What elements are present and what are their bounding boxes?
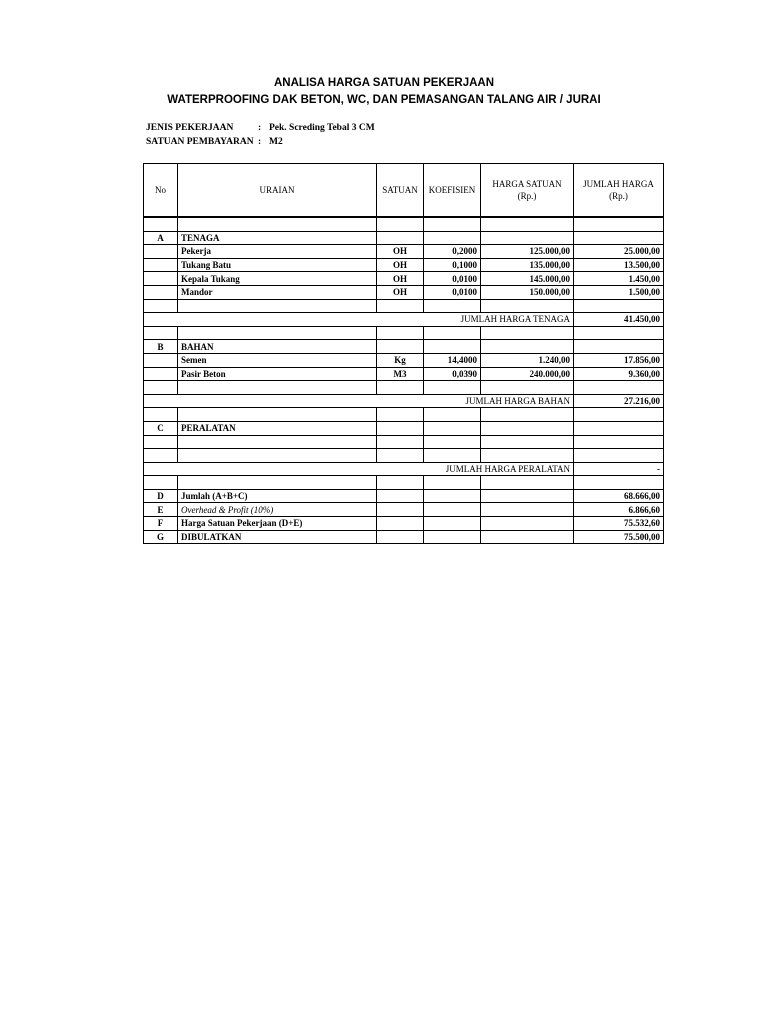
blank-row (144, 299, 664, 313)
summary-value: 75.500,00 (574, 530, 664, 544)
section-code: A (144, 231, 178, 245)
page-subtitle: WATERPROOFING DAK BETON, WC, DAN PEMASANGAN TALANG AIR / JURAI (167, 94, 601, 106)
item-harga: 135.000,00 (481, 258, 574, 272)
item-uraian: Tukang Batu (178, 258, 377, 272)
subtotal-value: - (574, 462, 664, 476)
summary-label: Harga Satuan Pekerjaan (D+E) (178, 517, 377, 531)
section-row-peralatan (144, 421, 664, 435)
meta-satuan-label: SATUAN PEMBAYARAN (146, 137, 254, 147)
header-harga-satuan-line2: (Rp.) (517, 191, 537, 201)
subtotal-value: 41.450,00 (574, 313, 664, 327)
header-harga-satuan (481, 164, 574, 218)
table-row (144, 285, 664, 299)
subtotal-label: JUMLAH HARGA PERALATAN (144, 462, 574, 476)
meta-jenis-value: Pek. Screding Tebal 3 CM (269, 123, 375, 133)
section-row-bahan (144, 340, 664, 354)
blank-row (144, 326, 664, 340)
blank-row (144, 435, 664, 449)
item-satuan: Kg (377, 353, 424, 367)
page-title: ANALISA HARGA SATUAN PEKERJAAN (274, 77, 494, 89)
header-jumlah-harga-line1: JUMLAH HARGA (583, 179, 654, 189)
item-jumlah: 1.500,00 (574, 285, 664, 299)
summary-label: DIBULATKAN (178, 530, 377, 544)
subtotal-row-bahan (144, 394, 664, 408)
blank-row (144, 476, 664, 490)
header-uraian: URAIAN (178, 164, 377, 218)
summary-row-d (144, 489, 664, 503)
summary-code: F (144, 517, 178, 531)
item-harga: 145.000,00 (481, 272, 574, 286)
item-harga: 150.000,00 (481, 285, 574, 299)
item-koef: 0,0100 (424, 285, 481, 299)
header-koefisien: KOEFISIEN (424, 164, 481, 218)
item-koef: 0,0390 (424, 367, 481, 381)
item-jumlah: 25.000,00 (574, 245, 664, 259)
summary-value: 75.532,60 (574, 517, 664, 531)
item-jumlah: 17.856,00 (574, 353, 664, 367)
item-harga: 125.000,00 (481, 245, 574, 259)
blank-row (144, 381, 664, 395)
section-code: B (144, 340, 178, 354)
summary-value: 6.866,60 (574, 503, 664, 517)
summary-value: 68.666,00 (574, 489, 664, 503)
subtotal-label: JUMLAH HARGA BAHAN (144, 394, 574, 408)
item-satuan: M3 (377, 367, 424, 381)
table-row (144, 367, 664, 381)
meta-satuan-value: M2 (269, 137, 283, 147)
subtotal-row-tenaga (144, 313, 664, 327)
section-code: C (144, 421, 178, 435)
summary-code: G (144, 530, 178, 544)
item-jumlah: 9.360,00 (574, 367, 664, 381)
header-jumlah-harga-line2: (Rp.) (609, 191, 628, 201)
blank-row (144, 217, 664, 231)
table-row (144, 272, 664, 286)
section-label: BAHAN (178, 340, 377, 354)
meta-colon: : (258, 137, 262, 147)
section-row-tenaga (144, 231, 664, 245)
item-harga: 1.240,00 (481, 353, 574, 367)
table-row (144, 245, 664, 259)
item-uraian: Kepala Tukang (178, 272, 377, 286)
subtotal-row-peralatan (144, 462, 664, 476)
summary-label: Overhead & Profit (10%) (178, 503, 377, 517)
header-harga-satuan-line1: HARGA SATUAN (492, 179, 562, 189)
item-uraian: Pekerja (178, 245, 377, 259)
blank-row (144, 408, 664, 422)
summary-code: E (144, 503, 178, 517)
subtotal-label: JUMLAH HARGA TENAGA (144, 313, 574, 327)
item-satuan: OH (377, 285, 424, 299)
summary-label: Jumlah (A+B+C) (178, 489, 377, 503)
item-satuan: OH (377, 245, 424, 259)
summary-row-g (144, 530, 664, 544)
summary-row-e (144, 503, 664, 517)
item-uraian: Mandor (178, 285, 377, 299)
header-satuan: SATUAN (377, 164, 424, 218)
table-row (144, 258, 664, 272)
header-jumlah-harga (574, 164, 664, 218)
item-jumlah: 1.450,00 (574, 272, 664, 286)
section-label: TENAGA (178, 231, 377, 245)
item-uraian: Semen (178, 353, 377, 367)
subtotal-value: 27.216,00 (574, 394, 664, 408)
table-header-row (144, 164, 664, 218)
item-jumlah: 13.500,00 (574, 258, 664, 272)
table-row (144, 353, 664, 367)
item-koef: 0,1000 (424, 258, 481, 272)
analysis-table (143, 163, 664, 544)
header-no: No (144, 164, 178, 218)
meta-colon: : (258, 123, 262, 133)
item-satuan: OH (377, 258, 424, 272)
item-koef: 0,0100 (424, 272, 481, 286)
item-koef: 0,2000 (424, 245, 481, 259)
blank-row (144, 449, 664, 463)
item-uraian: Pasir Beton (178, 367, 377, 381)
item-koef: 14,4000 (424, 353, 481, 367)
meta-jenis-label: JENIS PEKERJAAN (146, 123, 234, 133)
section-label: PERALATAN (178, 421, 377, 435)
item-satuan: OH (377, 272, 424, 286)
summary-row-f (144, 517, 664, 531)
item-harga: 240.000,00 (481, 367, 574, 381)
summary-code: D (144, 489, 178, 503)
